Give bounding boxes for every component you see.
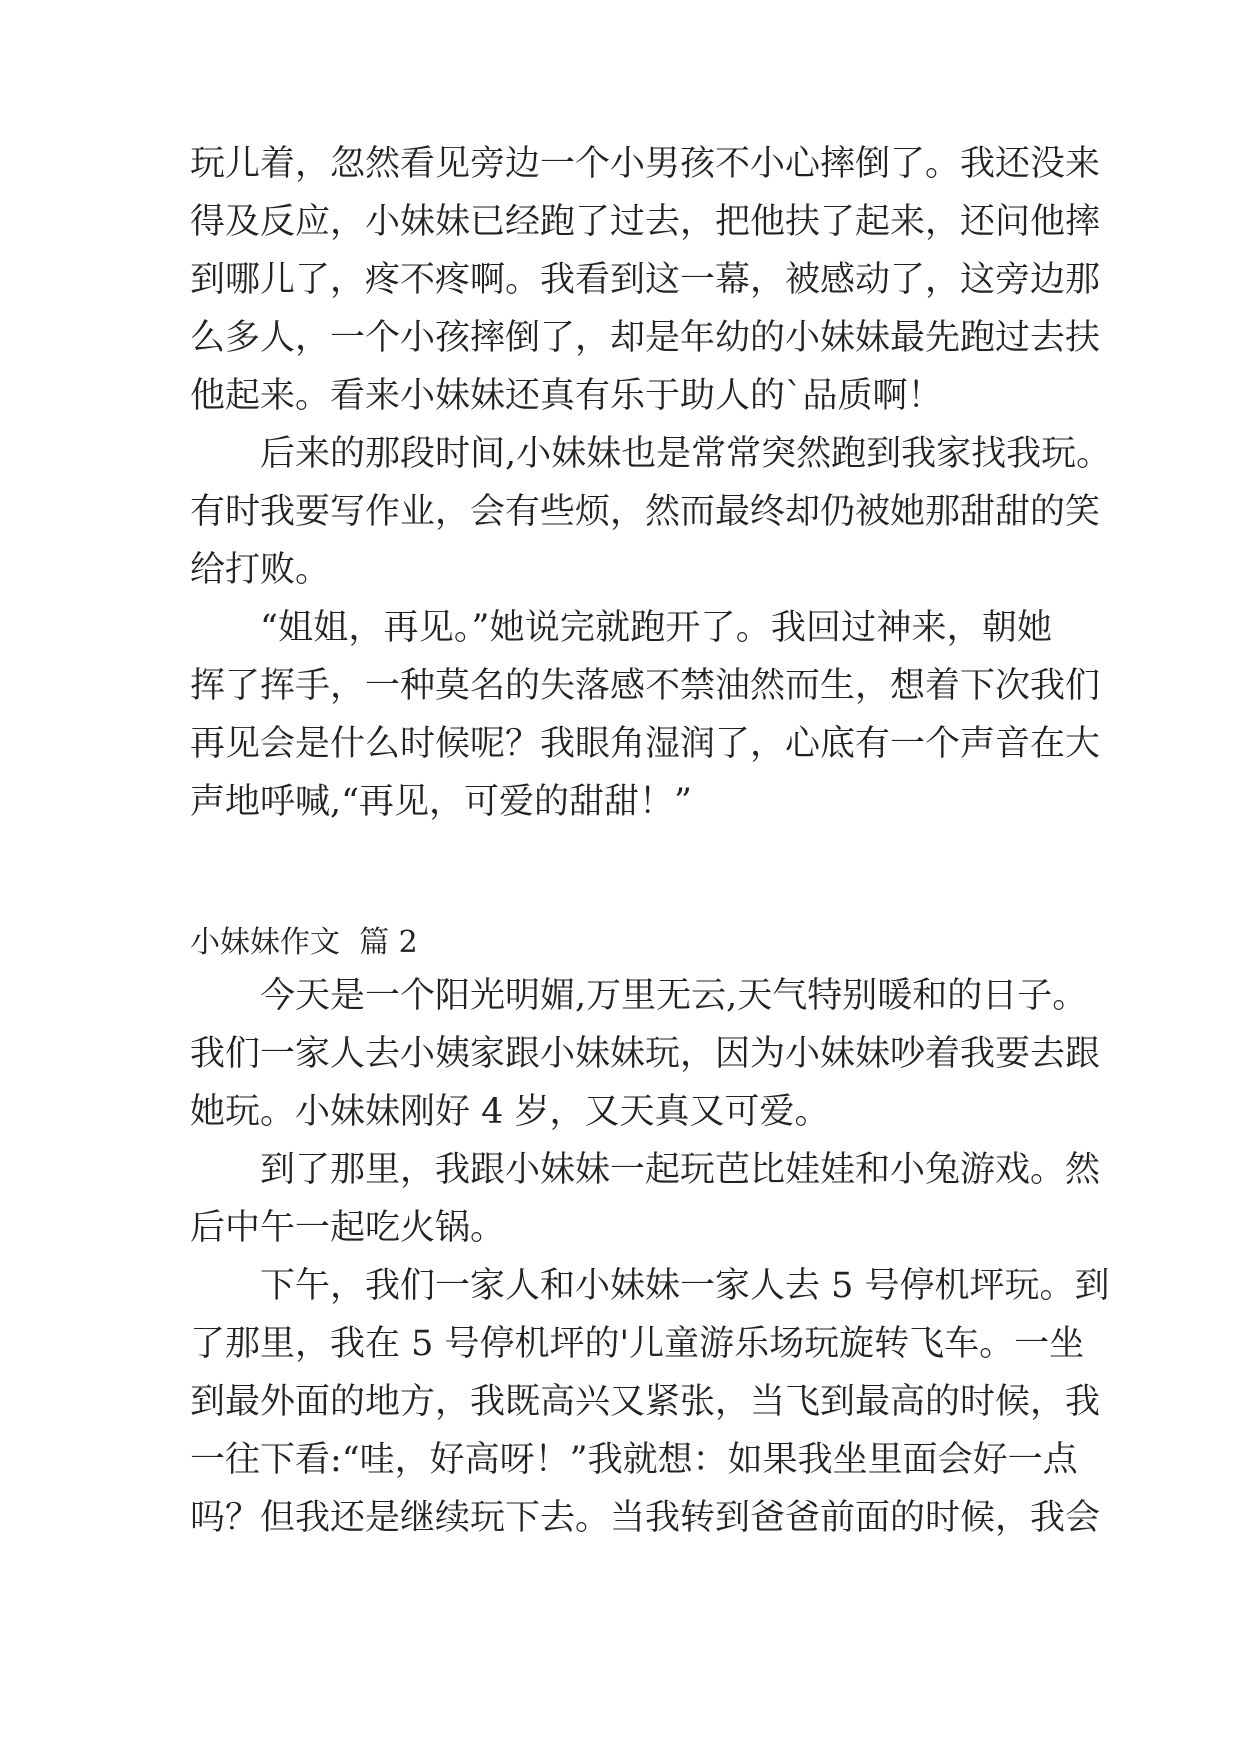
text-line: 一往下看:“哇，好高呀！”我就想：如果我坐里面会好一点 (190, 1440, 1078, 1480)
section2-paragraph3 (190, 1257, 1110, 1547)
text-line: 到最外面的地方，我既高兴又紧张，当飞到最高的时候，我 (190, 1382, 1101, 1422)
text-line: 了那里，我在 5 号停机坪的'儿童游乐场玩旋转飞车。一坐 (190, 1324, 1085, 1364)
text-line: “姐姐，再见。”她说完就跑开了。我回过神来，朝她 (260, 608, 1052, 648)
text-line: 玩儿着，忽然看见旁边一个小男孩不小心摔倒了。我还没来 (190, 144, 1101, 184)
text-line: 再见会是什么时候呢？我眼角湿润了，心底有一个声音在大 (190, 724, 1101, 764)
text-line: 有时我要写作业，会有些烦，然而最终却仍被她那甜甜的笑 (190, 492, 1101, 532)
text-line: 吗？但我还是继续玩下去。当我转到爸爸前面的时候，我会 (190, 1498, 1101, 1538)
text-line: 他起来。看来小妹妹还真有乐于助人的`品质啊！ (190, 376, 943, 416)
text-line: 下午，我们一家人和小妹妹一家人去 5 号停机坪玩。到 (260, 1266, 1110, 1306)
text-line: 后来的那段时间,小妹妹也是常常突然跑到我家找我玩。 (260, 434, 1112, 474)
text-line: 今天是一个阳光明媚,万里无云,天气特别暖和的日子。 (260, 976, 1088, 1016)
section1-paragraph2 (190, 425, 1112, 599)
text-line: 我们一家人去小姨家跟小妹妹玩，因为小妹妹吵着我要去跟 (190, 1034, 1101, 1074)
text-line: 声地呼喊,“再见，可爱的甜甜！” (190, 782, 692, 822)
section-heading: 小妹妹作文 篇 2 (190, 925, 418, 960)
section1-paragraph1 (190, 135, 1101, 425)
text-line: 么多人，一个小孩摔倒了，却是年幼的小妹妹最先跑过去扶 (190, 318, 1101, 358)
text-line: 后中午一起吃火锅。 (190, 1208, 506, 1248)
text-line: 她玩。小妹妹刚好 4 岁，又天真又可爱。 (190, 1092, 830, 1132)
text-line: 得及反应，小妹妹已经跑了过去，把他扶了起来，还问他摔 (190, 202, 1101, 242)
section1-paragraph3 (190, 599, 1101, 831)
text-line: 到哪儿了，疼不疼啊。我看到这一幕，被感动了，这旁边那 (190, 260, 1101, 300)
section2-paragraph2 (190, 1141, 1101, 1257)
text-line: 到了那里，我跟小妹妹一起玩芭比娃娃和小兔游戏。然 (260, 1150, 1101, 1190)
text-line: 给打败。 (190, 550, 331, 590)
text-line: 挥了挥手，一种莫名的失落感不禁油然而生，想着下次我们 (190, 666, 1101, 706)
section2-paragraph1 (190, 967, 1101, 1141)
